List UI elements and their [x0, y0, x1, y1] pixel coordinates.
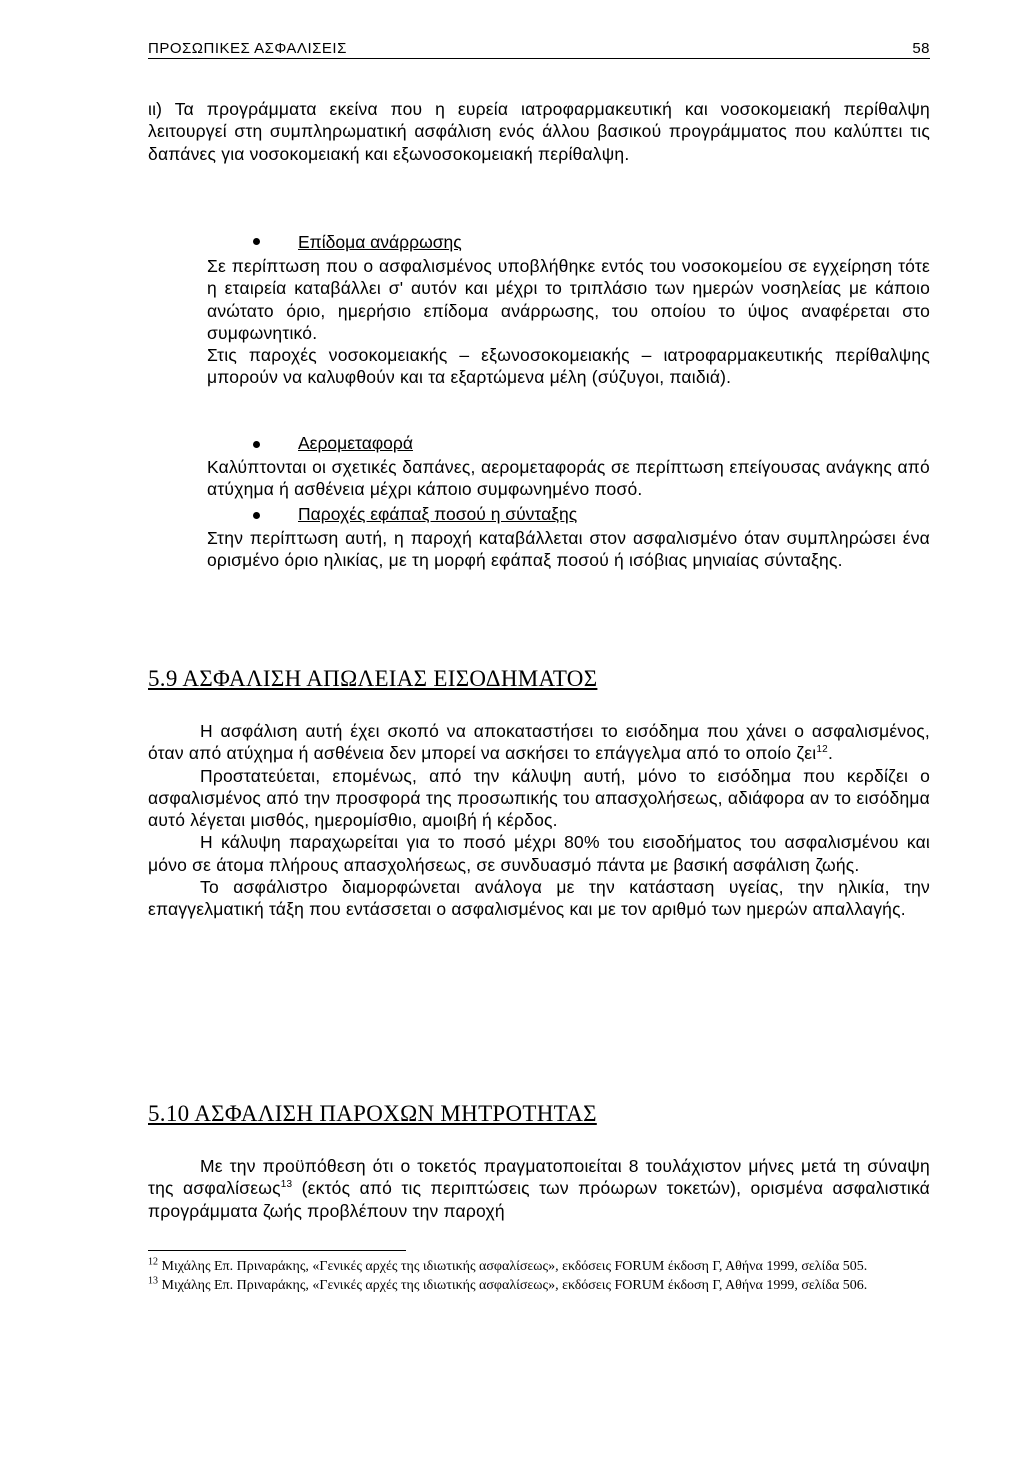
footnote-13: $^{13}$ Μιχάλης Επ. Πριναράκης, «Γενικές αρχές της ιδιωτικής ασφαλίσεως», εκδόσεις FORUM έκδοση Γ, Αθήνα 1999, σελίδα 506.: [148, 1274, 868, 1293]
section-5-10-body: [148, 1155, 930, 1222]
section-5-9-p4: Το ασφάλιστρο διαμορφώνεται ανάλογα με την κατάσταση υγείας, την ηλικία, την επαγγελματική τάξη που εντάσσεται ο ασφαλισμένος και με τον αριθμό των ημερών απαλλαγής.: [148, 877, 930, 920]
section-5-9-p2: Προστατεύεται, επομένως, από την κάλυψη αυτή, μόνο το εισόδημα που κερδίζει ο ασφαλισμένος από την προσφορά της προσωπικής του απασχολήσεως, αδιάφορα αν το εισόδημα αυτό λέγεται μισθός, ημερομίσθιο, αμοιβή ή κέρδος.: [148, 765, 930, 831]
bullet-dot: [253, 512, 260, 519]
dependents-text: Στις παροχές νοσοκομειακής – εξωνοσοκομειακής – ιατροφαρμακευτικής περίθαλψης μπορούν να καλυφθούν και τα εξαρτώμενα μέλη (σύζυγοι, παιδιά).: [207, 345, 930, 388]
bullet-body-lump-sum: [207, 527, 930, 572]
air-transport-text: Καλύπτονται οι σχετικές δαπάνες, αερομεταφοράς σε περίπτωση επείγουσας ανάγκης από ατύχημα ή ασθένεια μέχρι κάποιο συμφωνημένο ποσό.: [207, 457, 930, 500]
bullet-body-recovery: [207, 255, 930, 389]
section-5-9-body: [148, 720, 930, 921]
section-title-5-10: 5.10 ΑΣΦΑΛΙΣΗ ΠΑΡΟΧΩΝ ΜΗΤΡΟΤΗΤΑΣ: [148, 1101, 597, 1126]
bullet-heading-lump-sum: Παροχές εφάπαξ ποσού η σύνταξης: [298, 504, 578, 524]
page-number: 58: [912, 40, 930, 57]
recovery-text: Σε περίπτωση που ο ασφαλισμένος υποβλήθηκε εντός του νοσοκομείου σε εγχείρηση τότε η εταιρεία καταβάλλει σ' αυτόν και μέχρι το τριπλάσιο των ημερών νοσηλείας με κάποιο ανώτατο όριο, ημερήσιο επίδομα ανάρρωσης, του οποίου το ύψος αναφέρεται στο συμφωνητικό.: [207, 256, 930, 343]
footnote-12: $^{12}$ Μιχάλης Επ. Πριναράκης, «Γενικές αρχές της ιδιωτικής ασφαλίσεως», εκδόσεις FORUM έκδοση Γ, Αθήνα 1999, σελίδα 505.: [148, 1256, 868, 1274]
section-5-9-p1: Η ασφάλιση αυτή έχει σκοπό να αποκαταστήσει το εισόδημα που χάνει ο ασφαλισμένος, όταν από ατύχημα ή ασθένεια δεν μπορεί να ασκήσει το επάγγελμα από το οποίο ζει$^{12}$.: [148, 721, 930, 764]
section-5-10-p1: Με την προϋπόθεση ότι ο τοκετός πραγματοποιείται 8 τουλάχιστον μήνες μετά τη σύναψη της ασφαλίσεως$^{13}$ (εκτός από τις περιπτώσεις των πρόωρων τοκετών), ορισμένα ασφαλιστικά προγράμματα ζωής προβλέπουν την παροχή: [148, 1156, 930, 1221]
section-5-9-p3: Η κάλυψη παραχωρείται για το ποσό μέχρι 80% του εισοδήματος του ασφαλισμένου και μόνο σε άτομα πλήρους απασχολήσεως, σε συνδυασμό πάντα με βασική ασφάλιση ζωής.: [148, 832, 930, 875]
header-title: ΠΡΟΣΩΠΙΚΕΣ ΑΣΦΑΛΙΣΕΙΣ: [148, 40, 347, 57]
section-title-5-9: 5.9 ΑΣΦΑΛΙΣΗ ΑΠΩΛΕΙΑΣ ΕΙΣΟΔΗΜΑΤΟΣ: [148, 666, 598, 691]
lump-sum-text: Στην περίπτωση αυτή, η παροχή καταβάλλεται στον ασφαλισμένο όταν συμπληρώσει ένα ορισμένο όριο ηλικίας, με τη μορφή εφάπαξ ποσού ή ισόβιας μηνιαίας σύνταξης.: [207, 528, 930, 571]
bullet-heading-air-transport: Αερομεταφορά: [298, 433, 413, 453]
footnote-ref-13: 13: [280, 1179, 293, 1191]
footnote-separator: [148, 1250, 406, 1251]
bullet-dot: [253, 441, 260, 448]
bullet-heading-recovery: Επίδομα ανάρρωσης: [298, 232, 462, 252]
footnotes: [148, 1258, 930, 1295]
bullet-body-air-transport: [207, 456, 930, 501]
item-ii-paragraph: [148, 98, 930, 165]
item-ii-text: ιι) Τα προγράμματα εκείνα που η ευρεία ιατροφαρμακευτική και νοσοκομειακή περίθαλψη λειτουργεί στη συμπληρωματική ασφάλιση ενός άλλου βασικού προγράμματος που καλύπτει τις δαπάνες για νοσοκομειακή και εξωνοσοκομειακή περίθαλψη.: [148, 99, 930, 164]
running-header: [148, 40, 930, 59]
bullet-dot: [253, 238, 260, 245]
footnote-ref-12: 12: [816, 744, 828, 756]
